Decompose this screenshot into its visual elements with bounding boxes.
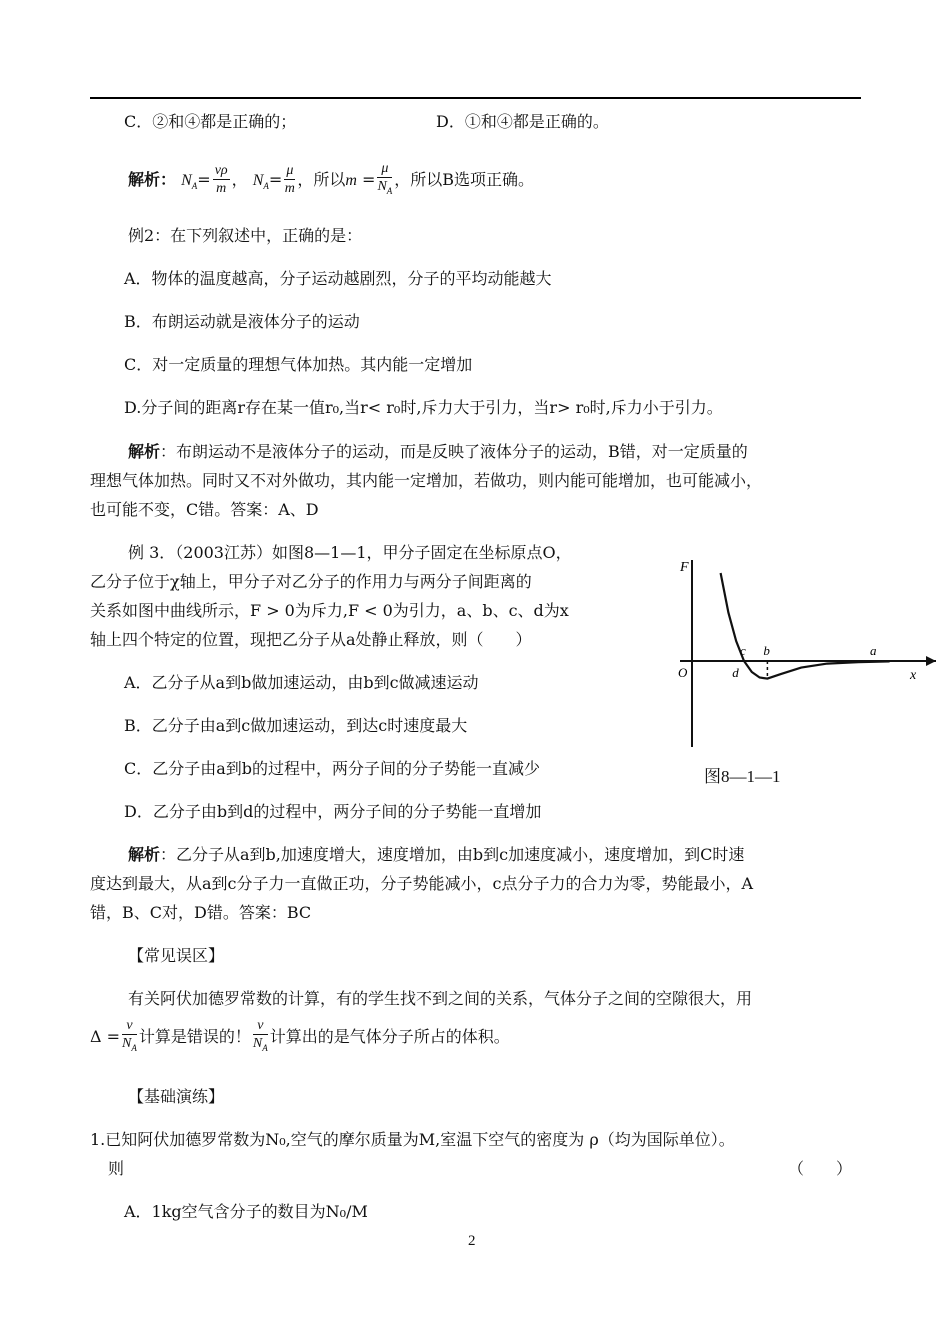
label-c: c bbox=[740, 643, 746, 658]
ex3-analysis-line1 bbox=[128, 845, 744, 864]
ex2-title-text: 例2：在下列叙述中，正确的是： bbox=[128, 226, 363, 245]
so-text: ，所以 bbox=[297, 170, 346, 189]
formula2-lhs-sub: A bbox=[263, 181, 269, 192]
formula3-num: μ bbox=[377, 161, 392, 178]
analysis-colon: ： bbox=[160, 170, 177, 189]
ex3-option-a: A．乙分子从a到b做加速运动，由b到c做减速运动 bbox=[124, 673, 479, 692]
practice-q1-line1: 1.已知阿伏加德罗常数为N₀,空气的摩尔质量为M,室温下空气的密度为 ρ（均为国际单位）。 bbox=[90, 1130, 735, 1149]
mistake-frac2-den bbox=[253, 1035, 268, 1057]
ex3-analysis-label: 解析 bbox=[128, 845, 161, 864]
ex1-analysis: 解析： $N_A=$ $\frac{v\rho}{m}$ ， $N_A=$ $\frac{\mu}{m}$ ，所以m = $\frac{\mu}{N_A}$ ，所以B选项正确。 bbox=[128, 160, 534, 206]
header-rule bbox=[90, 97, 861, 99]
ex2-analysis-label: 解析 bbox=[128, 442, 161, 461]
label-o: O bbox=[678, 665, 688, 680]
ex2-option-b: B．布朗运动就是液体分子的运动 bbox=[124, 312, 360, 331]
ex2-analysis-line1 bbox=[128, 442, 748, 461]
ex2-analysis-text1: ：布朗运动不是液体分子的运动，而是反映了液体分子的运动，B错，对一定质量的 bbox=[160, 442, 748, 461]
mistake-frac1-den bbox=[122, 1035, 137, 1057]
formula3-den-main: N bbox=[377, 179, 387, 195]
formula3-lhs: m bbox=[345, 172, 357, 189]
mistake-frac1-den-main: N bbox=[122, 1036, 132, 1052]
delta-symbol: Δ = bbox=[90, 1027, 121, 1046]
label-b: b bbox=[763, 643, 770, 658]
figure-caption: 图8—1—1 bbox=[704, 767, 781, 786]
mistake-tail-text: 计算出的是气体分子所占的体积。 bbox=[269, 1027, 510, 1046]
mistake-frac2-num: v bbox=[253, 1018, 268, 1035]
ex2-analysis-line2: 理想气体加热。同时又不对外做功，其内能一定增加，若做功，则内能可能增加，也可能减小， bbox=[90, 471, 763, 490]
mistakes-line2 bbox=[90, 1016, 510, 1058]
ex3-analysis-line2: 度达到最大，从a到c分子力一直做正功，分子势能减小，c点分子力的合力为零，势能最小，A bbox=[90, 874, 754, 893]
formula2-den: m bbox=[284, 181, 295, 196]
ex3-line4: 轴上四个特定的位置，现把乙分子从a处静止释放，则（ ） bbox=[90, 630, 532, 649]
prev-option-c: C．②和④都是正确的； bbox=[124, 112, 297, 131]
formula1-den: m bbox=[216, 181, 227, 196]
practice-q1-bracket: （ ） bbox=[788, 1159, 853, 1178]
formula3-fraction bbox=[377, 161, 392, 200]
ex3-analysis-text1: ：乙分子从a到b,加速度增大，速度增加，由b到c加速度减小，速度增加，到C时速 bbox=[160, 845, 745, 864]
ex2-option-d: D.分子间的距离r存在某一值r₀,当r< r₀时,斥力大于引力，当r> r₀时,斥力小于引力。 bbox=[124, 398, 723, 417]
formula1-lhs-sub: A bbox=[191, 181, 198, 192]
formula2-lhs: N bbox=[252, 172, 264, 189]
label-a: a bbox=[870, 643, 877, 658]
ex2-option-a: A．物体的温度越高，分子运动越剧烈，分子的平均动能越大 bbox=[124, 269, 552, 288]
ex3-analysis-line3: 错，B、C对，D错。答案：BC bbox=[90, 903, 312, 922]
mistake-frac1-den-sub: A bbox=[131, 1042, 137, 1053]
label-x: x bbox=[910, 668, 917, 683]
formula2-fraction bbox=[284, 163, 295, 198]
label-f: F bbox=[680, 560, 689, 575]
mistake-fraction-1 bbox=[122, 1018, 137, 1057]
page-number: 2 bbox=[468, 1233, 476, 1249]
sep-comma: ， bbox=[231, 170, 248, 189]
force-distance-figure bbox=[674, 555, 944, 755]
formula3-den bbox=[377, 178, 392, 200]
ex2-title bbox=[128, 226, 362, 245]
mistake-frac1-num: v bbox=[122, 1018, 137, 1035]
ex2-analysis-line3: 也可能不变，C错。答案：A、D bbox=[90, 500, 319, 519]
practice-q1-option-a: A．1kg空气含分子的数目为N₀/M bbox=[124, 1202, 368, 1221]
ex2-option-c: C．对一定质量的理想气体加热。其内能一定增加 bbox=[124, 355, 473, 374]
ex3-line1: 例 3．（2003江苏）如图8—1—1，甲分子固定在坐标原点O， bbox=[128, 543, 572, 562]
mistakes-heading: 【常见误区】 bbox=[128, 946, 225, 965]
practice-q1-line2: 则 bbox=[108, 1159, 125, 1178]
prev-option-d: D．①和④都是正确的。 bbox=[436, 112, 609, 131]
formula2-num: μ bbox=[286, 163, 294, 178]
ex3-line2: 乙分子位于χ轴上，甲分子对乙分子的作用力与两分子间距离的 bbox=[90, 572, 532, 591]
practice-heading: 【基础演练】 bbox=[128, 1087, 225, 1106]
ex3-option-d: D．乙分子由b到d的过程中，两分子间的分子势能一直增加 bbox=[124, 802, 542, 821]
force-curve bbox=[721, 573, 890, 679]
mistake-frac2-den-main: N bbox=[252, 1036, 263, 1052]
mistake-mid-text: 计算是错误的！ bbox=[138, 1027, 251, 1046]
analysis-label: 解析 bbox=[128, 170, 161, 189]
x-axis-arrow bbox=[926, 656, 936, 666]
formula1-num: vρ bbox=[214, 163, 228, 178]
ex1-tail: ，所以B选项正确。 bbox=[394, 170, 535, 189]
formula1-fraction bbox=[213, 163, 230, 198]
mistake-fraction-2 bbox=[253, 1018, 268, 1057]
mistakes-line1: 有关阿伏加德罗常数的计算，有的学生找不到之间的关系，气体分子之间的空隙很大，用 bbox=[128, 989, 753, 1008]
ex3-option-b: B．乙分子由a到c做加速运动，到达c时速度最大 bbox=[124, 716, 468, 735]
mistake-frac2-den-sub: A bbox=[262, 1042, 268, 1053]
label-d: d bbox=[732, 665, 739, 680]
formula3-den-sub: A bbox=[386, 185, 393, 196]
formula1-lhs: N bbox=[181, 172, 192, 189]
ex3-option-c: C．乙分子由a到b的过程中，两分子间的分子势能一直减少 bbox=[124, 759, 541, 778]
ex3-line3: 关系如图中曲线所示，F > 0为斥力,F < 0为引力，a、b、c、d为x bbox=[90, 601, 569, 620]
